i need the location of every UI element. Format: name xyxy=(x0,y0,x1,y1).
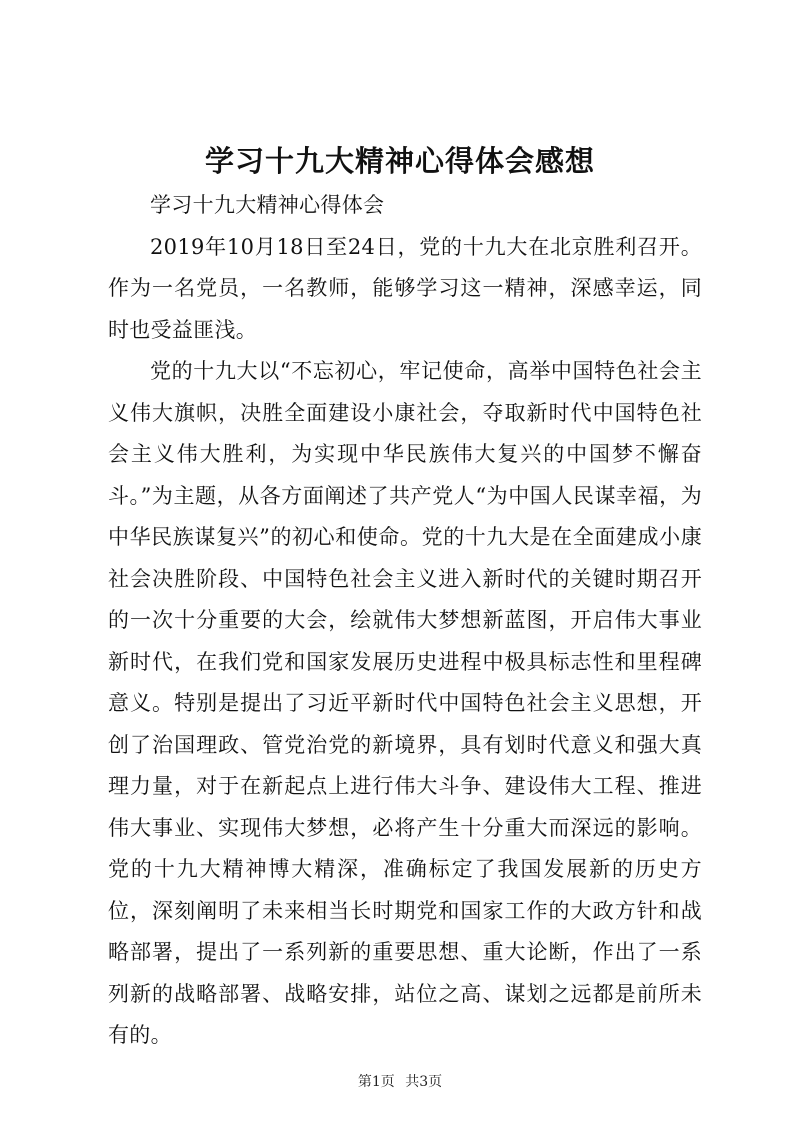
body-paragraph: 党的十九大以“不忘初心，牢记使命，高举中国特色社会主义伟大旗帜，决胜全面建设小康社会，夺取新时代中国特色社会主义伟大胜利，为实现中华民族伟大复兴的中国梦不懈奋斗。”为主题，从各方面阐述了共产党人“为中国人民谋幸福，为中华民族谋复兴”的初心和使命。党的十九大是在全面建成小康社会决胜阶段、中国特色社会主义进入新时代的关键时期召开的一次十分重要的大会，绘就伟大梦想新蓝图，开启伟大事业新时代，在我们党和国家发展历史进程中极具标志性和里程碑意义。特别是提出了习近平新时代中国特色社会主义思想，开创了治国理政、管党治党的新境界，具有划时代意义和强大真理力量，对于在新起点上进行伟大斗争、建设伟大工程、推进伟大事业、实现伟大梦想，必将产生十分重大而深远的影响。党的十九大精神博大精深，准确标定了我国发展新的历史方位，深刻阐明了未来相当长时期党和国家工作的大政方针和战略部署，提出了一系列新的重要思想、重大论断，作出了一系列新的战略部署、战略安排，站位之高、谋划之远都是前所未有的。 xyxy=(108,359,702,1047)
document-title: 学习十九大精神心得体会感想 xyxy=(204,144,595,178)
body-paragraph: 2019年10月18日至24日，党的十九大在北京胜利召开。作为一名党员，一名教师，能够学习这一精神，深感幸运，同时也受益匪浅。 xyxy=(108,234,702,342)
page-number: 第1页 xyxy=(357,1074,395,1090)
document-body xyxy=(108,185,702,1057)
page-total: 共3页 xyxy=(405,1074,443,1090)
page-footer xyxy=(0,1072,800,1092)
subtitle-paragraph: 学习十九大精神心得体会 xyxy=(150,193,385,217)
